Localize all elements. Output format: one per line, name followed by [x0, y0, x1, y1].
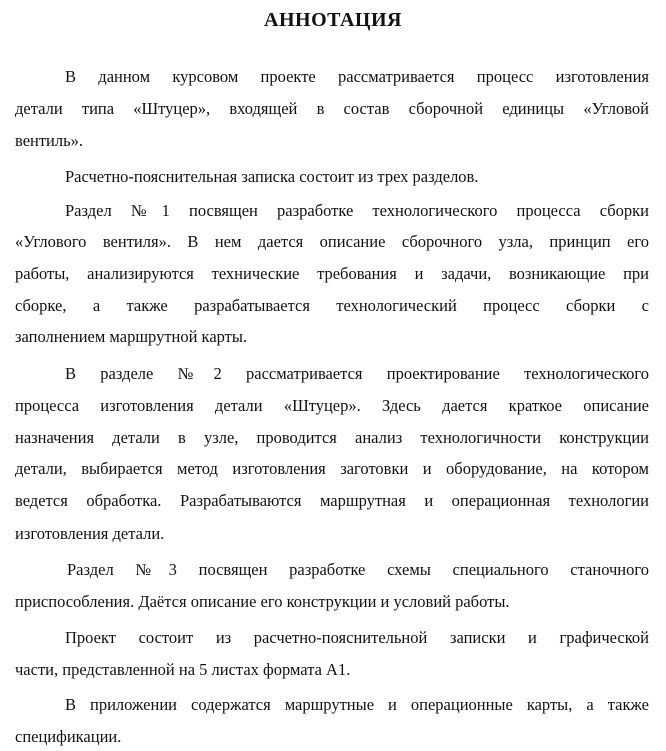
- document-title: АННОТАЦИЯ: [264, 9, 402, 31]
- paragraph-line: детали, выбирается метод изготовления заготовки и оборудование, на котором: [15, 459, 649, 478]
- paragraph-line: назначения детали в узле, проводится анализ технологичности конструкции: [15, 428, 649, 447]
- paragraph-line: заполнением маршрутной карты.: [15, 327, 248, 346]
- paragraph-line: ведется обработка. Разрабатываются маршрутная и операционная технологии: [15, 491, 649, 510]
- paragraph-line: изготовления детали.: [15, 524, 165, 543]
- paragraph-line: В разделе №2 рассматривается проектирование технологического: [65, 364, 649, 383]
- paragraph-line: Расчетно-пояснительная записка состоит из трех разделов.: [65, 167, 479, 186]
- paragraph-line: Раздел №1 посвящен разработке технологического процесса сборки: [65, 201, 649, 220]
- paragraph-line: вентиль».: [15, 131, 84, 150]
- paragraph-line: В данном курсовом проекте рассматривается процесс изготовления: [65, 67, 649, 86]
- paragraph-line: сборке, а также разрабатывается технологический процесс сборки с: [15, 296, 649, 315]
- paragraph-line: Проект состоит из расчетно-пояснительной записки и графической: [65, 628, 649, 647]
- paragraph-line: процесса изготовления детали «Штуцер». Здесь дается краткое описание: [15, 396, 649, 415]
- paragraph-line: работы, анализируются технические требования и задачи, возникающие при: [15, 264, 649, 283]
- paragraph-line: спецификации.: [15, 727, 122, 746]
- paragraph-line: «Углового вентиля». В нем дается описание сборочного узла, принцип его: [15, 232, 649, 251]
- paragraph-line: части, представленной на 5 листах формата А1.: [15, 660, 351, 679]
- paragraph-line: Раздел №3 посвящен разработке схемы специального станочного: [67, 560, 649, 579]
- paragraph-line: детали типа «Штуцер», входящей в состав сборочной единицы «Угловой: [15, 99, 649, 118]
- paragraph-line: приспособления. Даётся описание его конструкции и условий работы.: [15, 592, 510, 611]
- paragraph-line: В приложении содержатся маршрутные и операционные карты, а также: [65, 695, 649, 714]
